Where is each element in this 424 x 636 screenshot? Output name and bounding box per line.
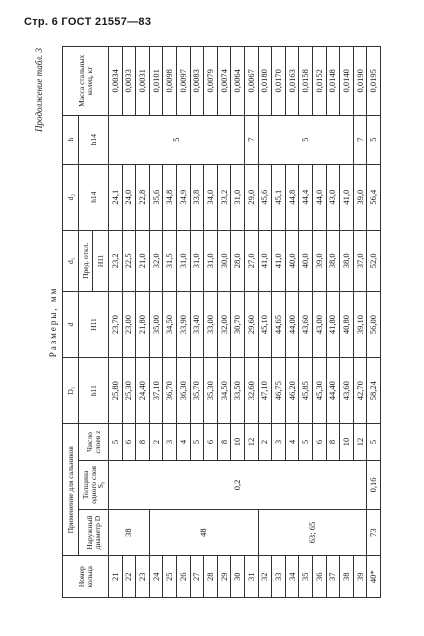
tol-D1: h11 bbox=[79, 358, 109, 424]
table-row bbox=[258, 47, 272, 598]
cell-layer-count: 12 bbox=[244, 424, 258, 461]
col-d2: d₂ bbox=[63, 164, 79, 230]
cell-layer-count: 3 bbox=[163, 424, 177, 461]
cell-mass: 0,0152 bbox=[312, 47, 326, 116]
cell-d2: 39,0 bbox=[353, 164, 367, 230]
group-h: 7 bbox=[244, 115, 258, 164]
cell-mass: 0,0101 bbox=[149, 47, 163, 116]
cell-layer-count: 5 bbox=[367, 424, 381, 461]
cell-number: 22 bbox=[122, 556, 136, 598]
continuation-caption: Продолжение табл. 3 bbox=[34, 48, 44, 132]
cell-D1: 45,85 bbox=[299, 358, 313, 424]
cell-layer-count: 10 bbox=[231, 424, 245, 461]
cell-d1: 31,5 bbox=[163, 230, 177, 291]
cell-D1: 37,10 bbox=[149, 358, 163, 424]
units-caption: Размеры, мм bbox=[48, 286, 58, 358]
cell-d: 33,00 bbox=[204, 291, 218, 357]
col-application: Применение для сальников bbox=[63, 424, 79, 556]
cell-mass: 0,0034 bbox=[109, 47, 123, 116]
cell-number: 32 bbox=[258, 556, 272, 598]
cell-D1: 24,40 bbox=[136, 358, 150, 424]
rings-table bbox=[62, 46, 381, 598]
cell-d2: 31,0 bbox=[231, 164, 245, 230]
cell-D1: 46,20 bbox=[285, 358, 299, 424]
cell-layer-count: 8 bbox=[217, 424, 231, 461]
cell-D1: 25,80 bbox=[109, 358, 123, 424]
cell-number: 21 bbox=[109, 556, 123, 598]
cell-D1: 45,30 bbox=[312, 358, 326, 424]
cell-d: 45,10 bbox=[258, 291, 272, 357]
group-outer-diameter: 48 bbox=[149, 509, 258, 556]
cell-number: 35 bbox=[299, 556, 313, 598]
cell-d1: 31,0 bbox=[190, 230, 204, 291]
cell-d: 39,10 bbox=[353, 291, 367, 357]
col-D1: D₁ bbox=[63, 358, 79, 424]
cell-d2: 22,8 bbox=[136, 164, 150, 230]
cell-d1: 41,0 bbox=[272, 230, 286, 291]
cell-number: 26 bbox=[176, 556, 190, 598]
cell-d1: 22,5 bbox=[122, 230, 136, 291]
cell-mass: 0,0064 bbox=[231, 47, 245, 116]
col-layer-count: Число слоев z bbox=[79, 424, 109, 461]
cell-layer-count: 6 bbox=[312, 424, 326, 461]
cell-layer-count: 4 bbox=[285, 424, 299, 461]
cell-mass: 0,0140 bbox=[340, 47, 354, 116]
cell-d1: 28,0 bbox=[231, 230, 245, 291]
cell-d2: 43,0 bbox=[326, 164, 340, 230]
cell-layer-count: 5 bbox=[109, 424, 123, 461]
cell-D1: 36,30 bbox=[176, 358, 190, 424]
group-h: 5 bbox=[367, 115, 381, 164]
cell-D1: 43,60 bbox=[340, 358, 354, 424]
cell-d2: 56,4 bbox=[367, 164, 381, 230]
col-number: Номер кольца bbox=[63, 556, 109, 598]
cell-d2: 33,8 bbox=[190, 164, 204, 230]
cell-d1: 39,0 bbox=[312, 230, 326, 291]
tol-d1-label: Пред. откл. bbox=[79, 230, 93, 291]
cell-d1: 38,0 bbox=[326, 230, 340, 291]
cell-d2: 44,0 bbox=[312, 164, 326, 230]
cell-mass: 0,0033 bbox=[122, 47, 136, 116]
cell-d1: 27,0 bbox=[244, 230, 258, 291]
cell-D1: 33,50 bbox=[231, 358, 245, 424]
cell-d2: 29,0 bbox=[244, 164, 258, 230]
cell-D1: 47,10 bbox=[258, 358, 272, 424]
tol-d1: H11 bbox=[93, 230, 109, 291]
cell-layer-count: 10 bbox=[340, 424, 354, 461]
cell-number: 29 bbox=[217, 556, 231, 598]
cell-D1: 25,30 bbox=[122, 358, 136, 424]
cell-number: 40* bbox=[367, 556, 381, 598]
cell-D1: 44,40 bbox=[326, 358, 340, 424]
group-h: 7 bbox=[353, 115, 367, 164]
cell-D1: 34,50 bbox=[217, 358, 231, 424]
cell-d: 30,70 bbox=[231, 291, 245, 357]
cell-D1: 32,60 bbox=[244, 358, 258, 424]
cell-d: 41,80 bbox=[326, 291, 340, 357]
cell-d1: 37,0 bbox=[353, 230, 367, 291]
tol-h: h14 bbox=[79, 115, 109, 164]
cell-layer-count: 8 bbox=[326, 424, 340, 461]
rotated-page bbox=[34, 46, 400, 598]
group-h: 5 bbox=[109, 115, 245, 164]
cell-d1: 38,0 bbox=[340, 230, 354, 291]
col-layer-thickness: Толщина одного слоя S₀ bbox=[79, 460, 109, 509]
cell-layer-count: 6 bbox=[122, 424, 136, 461]
cell-d2: 34,0 bbox=[204, 164, 218, 230]
cell-d: 44,65 bbox=[272, 291, 286, 357]
cell-number: 37 bbox=[326, 556, 340, 598]
cell-d1: 30,0 bbox=[217, 230, 231, 291]
cell-d: 32,00 bbox=[217, 291, 231, 357]
cell-d: 23,00 bbox=[122, 291, 136, 357]
cell-number: 27 bbox=[190, 556, 204, 598]
cell-mass: 0,0067 bbox=[244, 47, 258, 116]
cell-number: 30 bbox=[231, 556, 245, 598]
tol-d: H11 bbox=[79, 291, 109, 357]
cell-D1: 35,30 bbox=[204, 358, 218, 424]
table-row bbox=[367, 47, 381, 598]
cell-d: 21,80 bbox=[136, 291, 150, 357]
cell-layer-count: 5 bbox=[299, 424, 313, 461]
cell-d1: 21,0 bbox=[136, 230, 150, 291]
cell-layer-count: 2 bbox=[149, 424, 163, 461]
cell-d: 33,90 bbox=[176, 291, 190, 357]
cell-d1: 31,0 bbox=[176, 230, 190, 291]
cell-mass: 0,0158 bbox=[299, 47, 313, 116]
cell-d: 43,60 bbox=[299, 291, 313, 357]
cell-d2: 45,6 bbox=[258, 164, 272, 230]
tol-d2: h14 bbox=[79, 164, 109, 230]
cell-mass: 0,0170 bbox=[272, 47, 286, 116]
cell-d2: 24,0 bbox=[122, 164, 136, 230]
cell-layer-count: 6 bbox=[204, 424, 218, 461]
cell-layer-count: 2 bbox=[258, 424, 272, 461]
cell-mass: 0,0180 bbox=[258, 47, 272, 116]
cell-mass: 0,0148 bbox=[326, 47, 340, 116]
cell-D1: 42,70 bbox=[353, 358, 367, 424]
cell-d1: 32,0 bbox=[149, 230, 163, 291]
cell-d2: 41,0 bbox=[340, 164, 354, 230]
cell-layer-count: 3 bbox=[272, 424, 286, 461]
cell-mass: 0,0190 bbox=[353, 47, 367, 116]
group-thickness-02: 0,2 bbox=[109, 460, 367, 509]
cell-d1: 40,0 bbox=[285, 230, 299, 291]
cell-d2: 24,1 bbox=[109, 164, 123, 230]
group-outer-diameter: 73 bbox=[367, 509, 381, 556]
cell-number: 25 bbox=[163, 556, 177, 598]
cell-d: 44,00 bbox=[285, 291, 299, 357]
cell-d1: 23,2 bbox=[109, 230, 123, 291]
cell-number: 39 bbox=[353, 556, 367, 598]
cell-mass: 0,0031 bbox=[136, 47, 150, 116]
cell-mass: 0,0098 bbox=[163, 47, 177, 116]
cell-number: 36 bbox=[312, 556, 326, 598]
cell-d2: 35,6 bbox=[149, 164, 163, 230]
group-outer-diameter: 38 bbox=[109, 509, 150, 556]
cell-layer-count: 4 bbox=[176, 424, 190, 461]
cell-layer-count: 12 bbox=[353, 424, 367, 461]
cell-layer-count: 8 bbox=[136, 424, 150, 461]
cell-number: 28 bbox=[204, 556, 218, 598]
col-mass: Масса стальных колец, кг bbox=[63, 47, 109, 116]
cell-d2: 44,8 bbox=[285, 164, 299, 230]
cell-d1: 40,0 bbox=[299, 230, 313, 291]
cell-mass: 0,0074 bbox=[217, 47, 231, 116]
cell-number: 31 bbox=[244, 556, 258, 598]
col-outer-diameter: Наружный диаметр D bbox=[79, 509, 109, 556]
cell-d2: 44,4 bbox=[299, 164, 313, 230]
cell-d: 34,50 bbox=[163, 291, 177, 357]
cell-mass: 0,0163 bbox=[285, 47, 299, 116]
cell-d: 29,60 bbox=[244, 291, 258, 357]
col-d: d bbox=[63, 291, 79, 357]
group-h: 5 bbox=[258, 115, 353, 164]
cell-d1: 31,0 bbox=[204, 230, 218, 291]
cell-mass: 0,0079 bbox=[204, 47, 218, 116]
cell-d2: 34,8 bbox=[163, 164, 177, 230]
group-outer-diameter: 63; 65 bbox=[258, 509, 367, 556]
cell-d2: 34,9 bbox=[176, 164, 190, 230]
group-thickness-016: 0,16 bbox=[367, 460, 381, 509]
cell-D1: 46,75 bbox=[272, 358, 286, 424]
cell-number: 24 bbox=[149, 556, 163, 598]
cell-d: 23,70 bbox=[109, 291, 123, 357]
cell-d: 35,00 bbox=[149, 291, 163, 357]
cell-d2: 33,2 bbox=[217, 164, 231, 230]
col-d1: d₁ bbox=[63, 230, 79, 291]
cell-number: 34 bbox=[285, 556, 299, 598]
cell-mass: 0,0097 bbox=[176, 47, 190, 116]
col-h: h bbox=[63, 115, 79, 164]
cell-d: 56,00 bbox=[367, 291, 381, 357]
cell-D1: 36,70 bbox=[163, 358, 177, 424]
cell-D1: 35,70 bbox=[190, 358, 204, 424]
cell-mass: 0,0195 bbox=[367, 47, 381, 116]
cell-number: 23 bbox=[136, 556, 150, 598]
cell-number: 38 bbox=[340, 556, 354, 598]
cell-number: 33 bbox=[272, 556, 286, 598]
cell-d1: 41,0 bbox=[258, 230, 272, 291]
page-header: Стр. 6 ГОСТ 21557—83 bbox=[24, 16, 152, 28]
cell-mass: 0,0083 bbox=[190, 47, 204, 116]
cell-d: 33,40 bbox=[190, 291, 204, 357]
cell-d: 40,80 bbox=[340, 291, 354, 357]
cell-d1: 52,0 bbox=[367, 230, 381, 291]
cell-d: 43,00 bbox=[312, 291, 326, 357]
cell-D1: 58,24 bbox=[367, 358, 381, 424]
table-row bbox=[109, 47, 123, 598]
cell-layer-count: 5 bbox=[190, 424, 204, 461]
cell-d2: 45,1 bbox=[272, 164, 286, 230]
